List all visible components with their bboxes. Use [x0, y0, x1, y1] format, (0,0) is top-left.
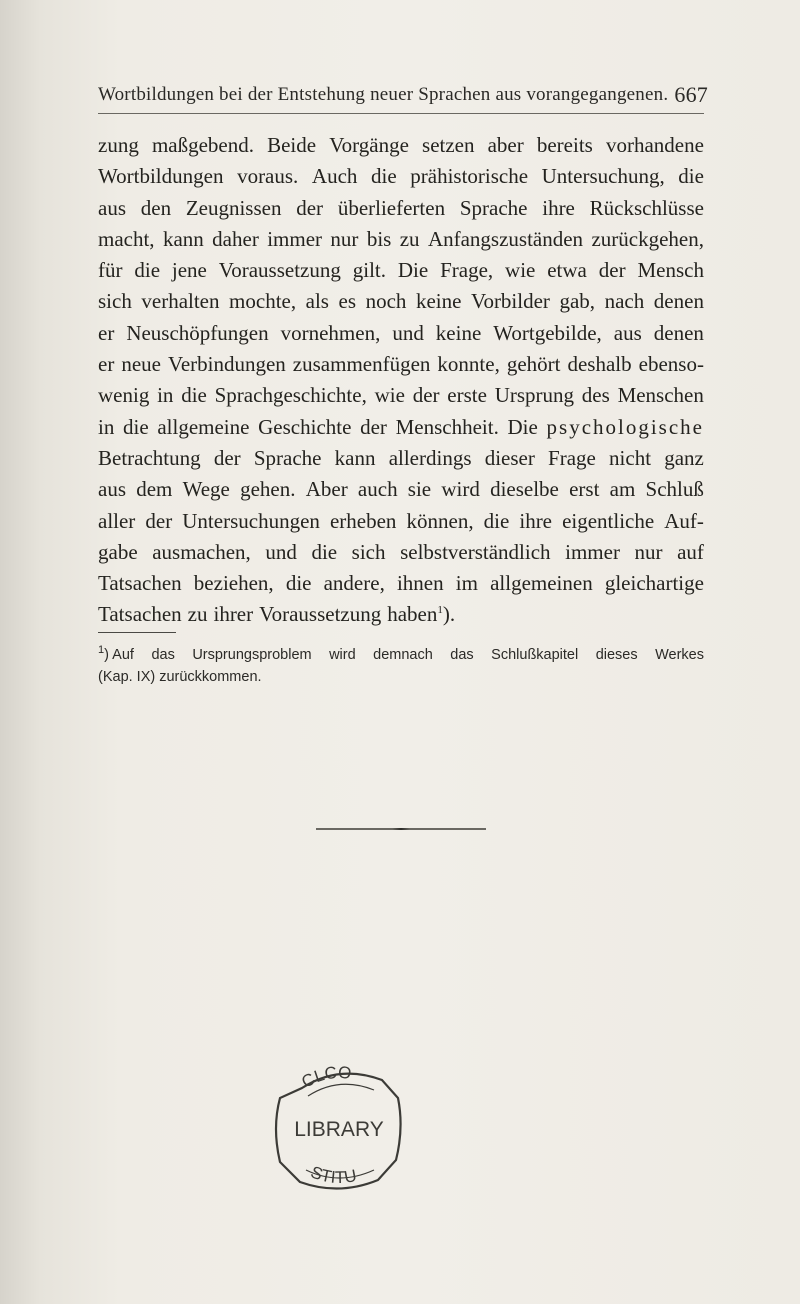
word: eigentliche [562, 508, 655, 533]
word: wenig [98, 383, 150, 408]
word: Aber [305, 477, 348, 502]
word: kann [162, 226, 204, 251]
word: sich [351, 539, 386, 564]
word: bereits [536, 133, 593, 157]
word: Werkes [655, 647, 704, 663]
word: die [181, 383, 207, 408]
text-line [98, 224, 704, 255]
word: ebenso- [638, 352, 704, 377]
word: Geschichte [258, 414, 352, 439]
text-line [98, 318, 704, 349]
stamp-center-text: LIBRARY [294, 1118, 384, 1141]
word: Ursprung [494, 383, 575, 408]
text-line [98, 506, 704, 537]
word: für [98, 258, 123, 283]
word: Die [507, 414, 538, 439]
word: Verbindungen [167, 352, 286, 377]
text-line [98, 286, 704, 317]
text-line [98, 255, 704, 286]
word: der [213, 445, 241, 470]
word: keine [435, 320, 482, 345]
word: jene [171, 258, 207, 283]
word: Die [397, 258, 429, 283]
word: Sprache [253, 445, 322, 470]
stamp-bottom-text: STITU [308, 1162, 359, 1188]
word: vornehmen, [280, 320, 381, 345]
word: das [450, 647, 474, 663]
word: kann [334, 445, 376, 470]
word: haben$^1$). [387, 602, 456, 627]
word: mochte, [229, 289, 297, 314]
word: er [98, 320, 115, 345]
word: der [296, 195, 324, 220]
word: Auf- [664, 508, 704, 533]
word: zurückgehen, [591, 226, 704, 251]
word: gleichartige [604, 571, 704, 596]
word: die [483, 508, 510, 533]
word: auch [357, 477, 398, 502]
text-line [98, 599, 704, 630]
word: die [311, 539, 338, 564]
word: ihre [542, 195, 575, 220]
word: zusammenfügen [292, 352, 431, 377]
word: gilt. [352, 258, 386, 283]
word: denen [653, 320, 704, 345]
word: Rückschlüsse [589, 195, 704, 220]
word: Untersuchung, [541, 164, 665, 189]
word: aber [487, 133, 524, 157]
word: bis [366, 226, 392, 251]
word: können, [406, 508, 474, 533]
word: der [360, 414, 387, 439]
footnote-marker: $^1$) Auf [98, 644, 134, 663]
word: der [598, 258, 626, 283]
word: Untersuchungen [182, 508, 320, 533]
word: Voraussetzung [259, 602, 382, 627]
word: Mensch [637, 258, 704, 283]
main-paragraph [98, 130, 704, 631]
word: maßgebend. [151, 133, 254, 157]
word: denen [653, 289, 704, 314]
text-line [98, 474, 704, 505]
word: sie [407, 477, 432, 502]
word: Tatsachen [98, 602, 182, 627]
word: der [145, 508, 173, 533]
word: allerdings [388, 445, 472, 470]
library-stamp [244, 1058, 434, 1198]
word: Wortgebilde, [493, 320, 602, 345]
word: in [157, 383, 174, 408]
word: nur [634, 539, 663, 564]
word: wie [505, 258, 536, 283]
end-rule [316, 828, 486, 830]
word: keine [415, 289, 462, 314]
text-line [98, 537, 704, 568]
footnote-reference[interactable]: 1 [437, 604, 443, 617]
word: gehen. [240, 477, 296, 502]
word: psychologische [546, 414, 704, 439]
word: Vorbilder [470, 289, 550, 314]
header-title: Wortbildungen bei der Entstehung neuer Sprachen aus vorangegangenen. [98, 84, 669, 105]
word: nur [330, 226, 359, 251]
footnote-line [98, 644, 704, 666]
word: gab, [559, 289, 596, 314]
text-line [98, 193, 704, 224]
word: gehört [506, 352, 561, 377]
word: Voraussetzung [218, 258, 341, 283]
word: Wortbildungen [98, 164, 224, 189]
word: etwa [547, 258, 587, 283]
word: selbstverständlich [400, 539, 551, 564]
word: Frage [548, 445, 596, 470]
word: neue [121, 352, 161, 377]
text-line [98, 568, 704, 599]
word: ihrer [213, 602, 254, 627]
word: beziehen, [193, 571, 274, 596]
word: zu [187, 602, 208, 627]
word: ausmachen, [152, 539, 251, 564]
text-line [98, 349, 704, 380]
word: Schluß [645, 477, 704, 502]
word: erheben [329, 508, 397, 533]
word: dem [136, 477, 173, 502]
word: demnach [373, 647, 433, 663]
word: Sprachgeschichte, [214, 383, 367, 408]
word: Frage, [440, 258, 494, 283]
word: (Kap. [98, 669, 133, 685]
closing-punctuation: ). [442, 602, 456, 627]
running-header [98, 84, 708, 114]
word: IX) [136, 669, 156, 685]
word: dieses [595, 647, 638, 663]
word: deshalb [567, 352, 632, 377]
word: Zeugnissen [185, 195, 282, 220]
header-rule [98, 113, 704, 114]
word: überlieferten [337, 195, 446, 220]
word: Vorgänge [329, 133, 409, 157]
word: die [123, 414, 149, 439]
word: die [678, 164, 704, 189]
stamp-top-text: CLCO [298, 1062, 353, 1092]
word: dieser [484, 445, 535, 470]
word: zurückkommen. [159, 669, 262, 685]
word: aus [613, 320, 642, 345]
word: allgemeine [157, 414, 250, 439]
word: Wege [182, 477, 230, 502]
word: wie [374, 383, 405, 408]
word: daher [212, 226, 259, 251]
word: dieselbe [490, 477, 559, 502]
word: zu [399, 226, 420, 251]
word: Anfangszuständen [427, 226, 584, 251]
word: den [140, 195, 172, 220]
word: Auch [311, 164, 358, 189]
word: der [412, 383, 440, 408]
word: prähistorische [410, 164, 529, 189]
word: Menschen [617, 383, 704, 408]
text-line [98, 443, 704, 474]
text-line [98, 412, 704, 443]
word: die [371, 164, 397, 189]
word: wird [441, 477, 480, 502]
footnote [98, 644, 704, 688]
word: nicht [609, 445, 652, 470]
word: aller [98, 508, 136, 533]
text-line [98, 380, 704, 411]
word: vorhandene [605, 133, 704, 157]
word: ihnen [396, 571, 444, 596]
word: immer [565, 539, 620, 564]
word: auf [677, 539, 704, 564]
word: Menschheit. [395, 414, 499, 439]
word: Schlußkapitel [491, 647, 579, 663]
word: erste [447, 383, 487, 408]
word: Sprache [459, 195, 528, 220]
word: noch [365, 289, 407, 314]
word: macht, [98, 226, 155, 251]
word: gabe [98, 539, 138, 564]
word: er [98, 352, 115, 377]
word: ganz [664, 445, 704, 470]
word: es [338, 289, 357, 314]
word: zung [98, 133, 139, 157]
word: erst [569, 477, 600, 502]
word: immer [267, 226, 323, 251]
word: im [455, 571, 478, 596]
word: nach [604, 289, 645, 314]
word: des [581, 383, 610, 408]
word: Neuschöpfungen [126, 320, 269, 345]
word: Tatsachen [98, 571, 182, 596]
word: die [134, 258, 161, 283]
word: und [392, 320, 424, 345]
word: Ursprungsproblem [192, 647, 312, 663]
word: aus [98, 477, 126, 502]
word: Betrachtung [98, 445, 201, 470]
word: das [151, 647, 175, 663]
word: allgemeinen [490, 571, 593, 596]
page-number: 667 [674, 82, 708, 107]
word: Beide [267, 133, 317, 157]
word: verhalten [141, 289, 220, 314]
word: und [265, 539, 297, 564]
word: sich [98, 289, 132, 314]
word: am [609, 477, 636, 502]
word: konnte, [437, 352, 500, 377]
word: aus [98, 195, 126, 220]
word: setzen [422, 133, 475, 157]
word: andere, [323, 571, 385, 596]
text-line [98, 161, 704, 192]
word: in [98, 414, 115, 439]
word: ihre [519, 508, 553, 533]
text-line [98, 130, 704, 161]
word: die [285, 571, 312, 596]
footnote-divider [98, 632, 176, 633]
word: wird [329, 647, 356, 663]
word: voraus. [237, 164, 299, 189]
footnote-line [98, 666, 704, 688]
word: als [305, 289, 329, 314]
